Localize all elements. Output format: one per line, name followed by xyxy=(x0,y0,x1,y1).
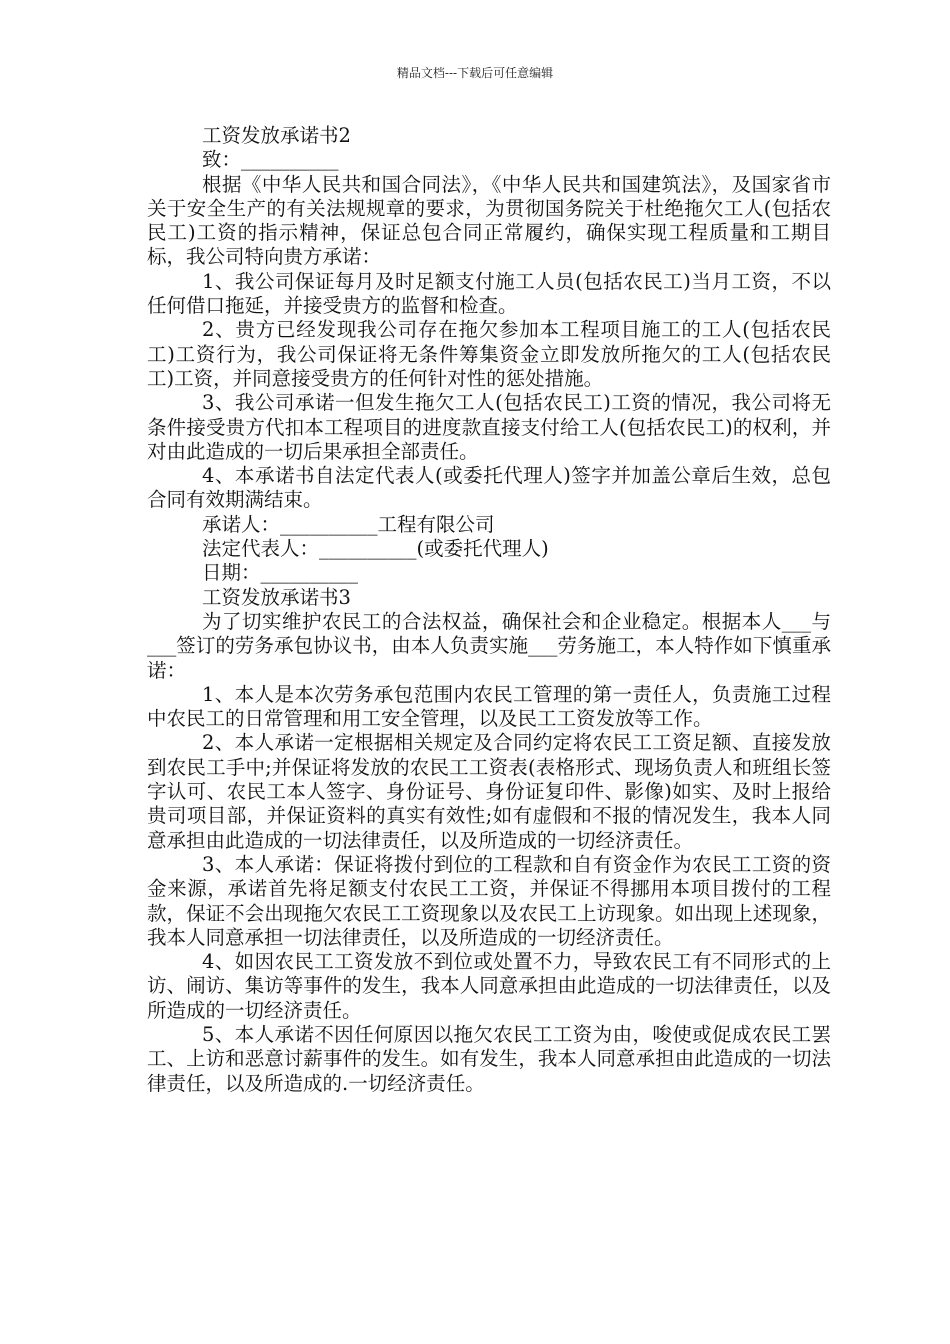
section3-item-1: 1、本人是本次劳务承包范围内农民工管理的第一责任人，负责施工过程中农民工的日常管理和用工安全管理，以及民工工资发放等工作。 xyxy=(147,682,831,731)
section3-item-5: 5、本人承诺不因任何原因以拖欠农民工工资为由，唆使或促成农民工罢工、上访和恶意讨薪事件的发生。如有发生，我本人同意承担由此造成的一切法律责任，以及所造成的.一切经济责任。 xyxy=(147,1022,831,1095)
section2-intro: 根据《中华人民共和国合同法》，《中华人民共和国建筑法》，及国家省市关于安全生产的有关法规规章的要求，为贯彻国务院关于杜绝拖欠工人(包括农民工)工资的指示精神，保证总包合同正常履约，确保实现工程质量和工期目标，我公司特向贵方承诺： xyxy=(147,172,831,269)
section2-item-1: 1、我公司保证每月及时足额支付施工人员(包括农民工)当月工资，不以任何借口拖延，并接受贵方的监督和检查。 xyxy=(147,269,831,318)
section3-item-3: 3、本人承诺：保证将拨付到位的工程款和自有资金作为农民工工资的资金来源，承诺首先将足额支付农民工工资，并保证不得挪用本项目拨付的工程款，保证不会出现拖欠农民工工资现象以及农民工上访现象。如出现上述现象，我本人同意承担一切法律责任，以及所造成的一切经济责任。 xyxy=(147,852,831,949)
legal-rep-line: 法定代表人：__________(或委托代理人) xyxy=(202,537,549,561)
section2-item-2: 2、贵方已经发现我公司存在拖欠参加本工程项目施工的工人(包括农民工)工资行为，我公司保证将无条件筹集资金立即发放所拖欠的工人(包括农民工)工资，并同意接受贵方的任何针对性的惩处措施。 xyxy=(147,318,831,390)
section3-item-4: 4、如因农民工工资发放不到位或处置不力，导致农民工有不同形式的上访、闹访、集访等事件的发生，我本人同意承担由此造成的一切法律责任，以及所造成的一切经济责任。 xyxy=(147,950,831,1022)
section3-title: 工资发放承诺书3 xyxy=(202,585,351,609)
document-body xyxy=(147,124,831,1096)
section2-title: 工资发放承诺书2 xyxy=(202,124,351,147)
section3-intro: 为了切实维护农民工的合法权益，确保社会和企业稳定。根据本人___与___签订的劳务承包协议书，由本人负责实施___劳务施工，本人特作如下慎重承诺： xyxy=(147,609,831,682)
promisor-line: 承诺人：__________工程有限公司 xyxy=(202,512,495,536)
addressee-line: 致：__________ xyxy=(202,148,339,172)
section2-item-3: 3、我公司承诺一但发生拖欠工人(包括农民工)工资的情况，我公司将无条件接受贵方代扣本工程项目的进度款直接支付给工人(包括农民工)的权利，并对由此造成的一切后果承担全部责任。 xyxy=(147,391,831,463)
date-line: 日期：__________ xyxy=(202,561,359,585)
page-header: 精品文档---下载后可任意编辑 xyxy=(396,66,554,80)
section2-item-4: 4、本承诺书自法定代表人(或委托代理人)签字并加盖公章后生效，总包合同有效期满结束。 xyxy=(147,464,831,512)
section3-item-2: 2、本人承诺一定根据相关规定及合同约定将农民工工资足额、直接发放到农民工手中;并保证将发放的农民工工资表(表格形式、现场负责人和班组长签字认可、农民工本人签字、身份证号、身份证复印件、影像)如实、及时上报给贵司项目部，并保证资料的真实有效性;如有虚假和不报的情况发生，我本人同意承担由此造成的一切法律责任，以及所造成的一切经济责任。 xyxy=(147,731,831,852)
